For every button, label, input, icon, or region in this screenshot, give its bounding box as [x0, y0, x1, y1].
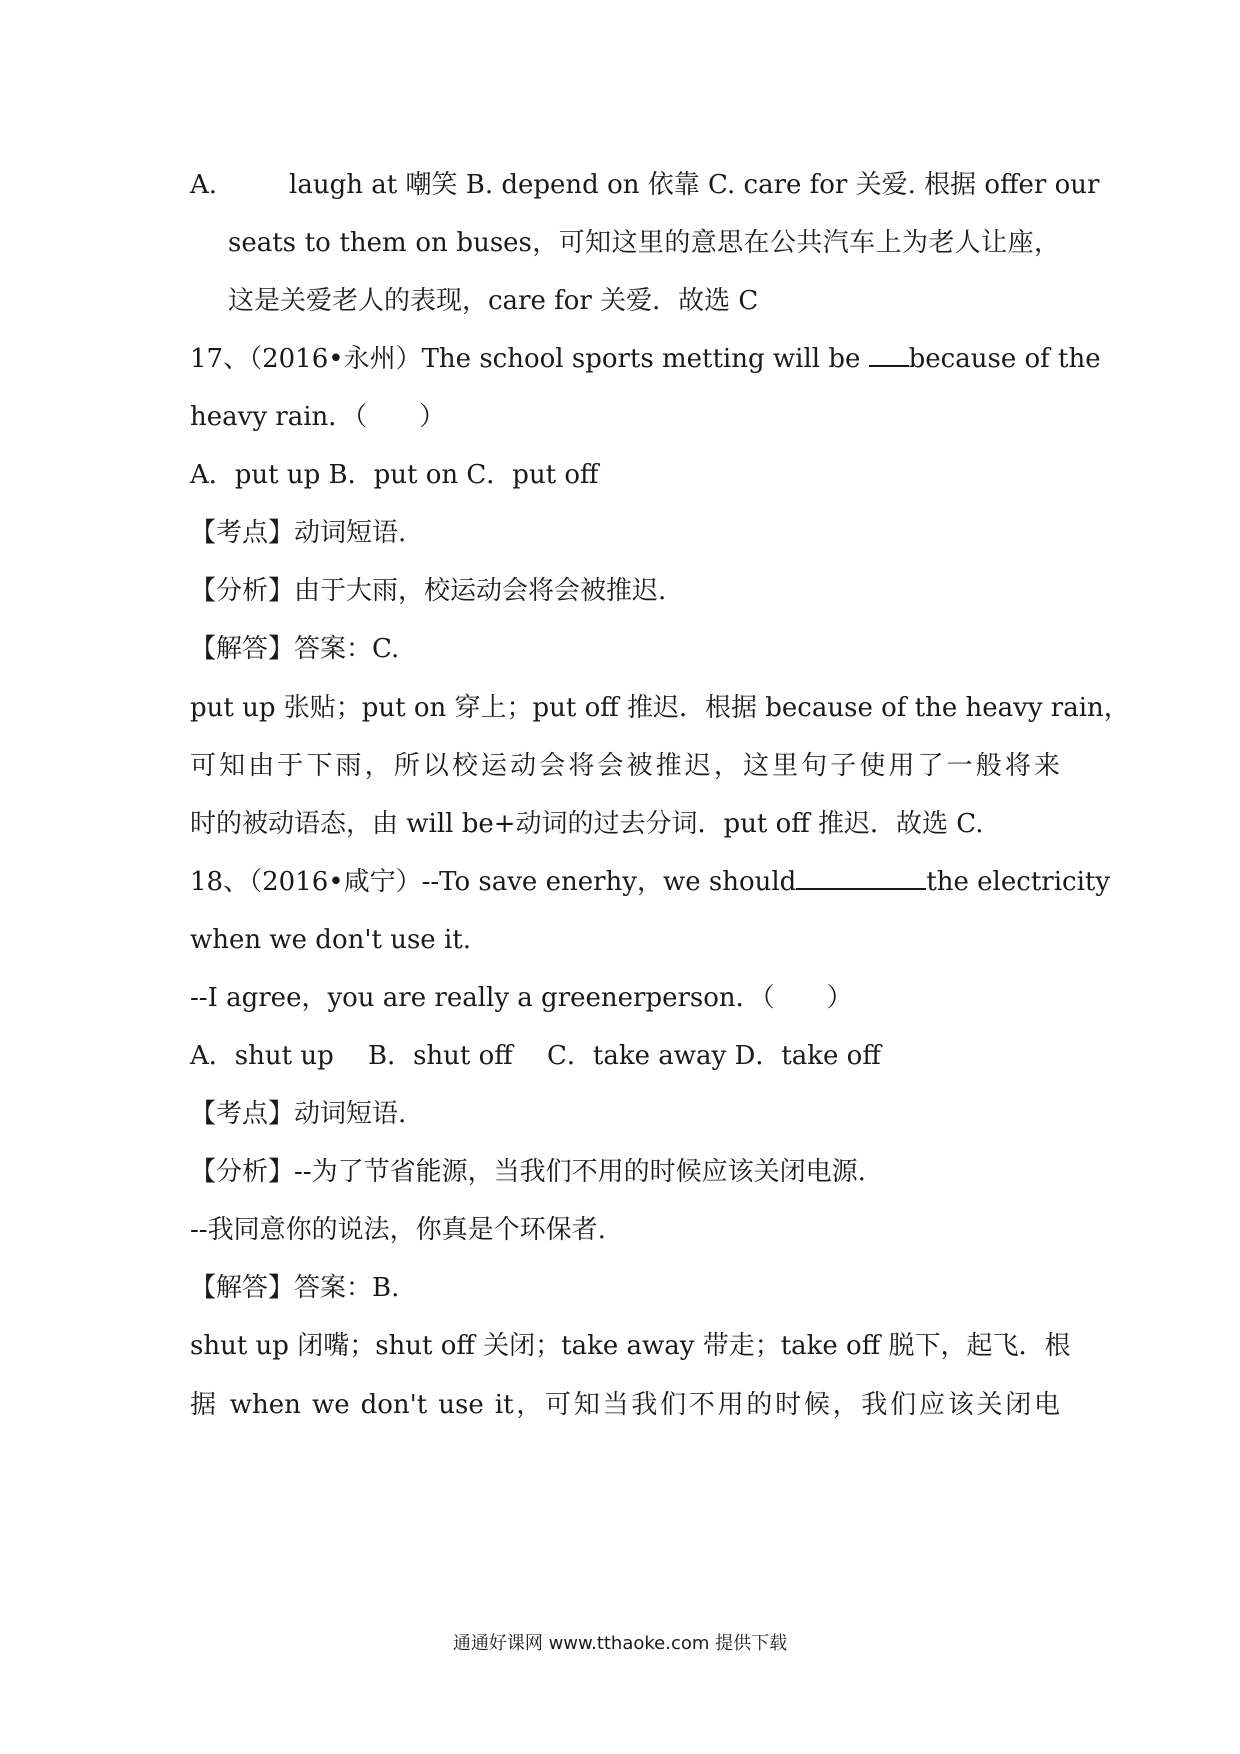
jieda-line: 【解答】答案：C.	[190, 634, 400, 664]
text-segment: because of the	[908, 344, 1101, 374]
answer-blank	[869, 339, 909, 367]
text-line: 这是关爱老人的表现，care for 关爱．故选 C	[228, 286, 759, 316]
text-line: seats to them on buses，可知这里的意思在公共汽车上为老人让座，	[228, 228, 1060, 258]
text-segment: the electricity	[926, 867, 1111, 897]
question-17-line	[190, 339, 1101, 379]
jieda-line: 【解答】答案：B.	[190, 1273, 400, 1303]
kaodian-line: 【考点】动词短语.	[190, 1099, 407, 1129]
text-line: 可知由于下雨，所以校运动会将会被推迟，这里句子使用了一般将来	[190, 751, 1060, 781]
text-line: heavy rain．（ ）	[190, 402, 446, 432]
text-line: put up 张贴；put on 穿上；put off 推迟．根据 because of the heavy rain，	[190, 693, 1130, 723]
fenxi-line: 【分析】--为了节省能源，当我们不用的时候应该关闭电源.	[190, 1157, 866, 1187]
options-line: A．put up B．put on C．put off	[190, 460, 599, 490]
text-segment: 17、（2016•永州）The school sports metting will be	[190, 344, 869, 374]
text-line: --我同意你的说法，你真是个环保者.	[190, 1215, 606, 1245]
text-line	[190, 165, 1100, 205]
text-line: shut up 闭嘴；shut off 关闭；take away 带走；take off 脱下，起飞．根	[190, 1331, 1071, 1361]
answer-blank	[796, 862, 926, 890]
text-line: 时的被动语态，由 will be+动词的过去分词．put off 推迟．故选 C.	[190, 809, 984, 839]
option-label: A.	[190, 170, 218, 200]
fenxi-line: 【分析】由于大雨，校运动会将会被推迟.	[190, 576, 667, 606]
text-line: when we don't use it.	[190, 925, 471, 955]
text-line: 据 when we don't use it，可知当我们不用的时候，我们应该关闭电	[190, 1390, 1060, 1420]
kaodian-line: 【考点】动词短语.	[190, 518, 407, 548]
page-footer: 通通好课网 www.tthaoke.com 提供下载	[452, 1633, 788, 1654]
text-segment: laugh at 嘲笑 B. depend on 依靠 C. care for 关爱. 根据 offer our	[289, 170, 1100, 200]
question-18-line	[190, 862, 1111, 902]
text-line: --I agree，you are really a greenerperson．（ ）	[190, 983, 853, 1013]
options-line: A．shut up B．shut off C．take away D．take off	[190, 1041, 881, 1071]
text-segment: 18、（2016•咸宁）--To save enerhy，we should	[190, 867, 797, 897]
